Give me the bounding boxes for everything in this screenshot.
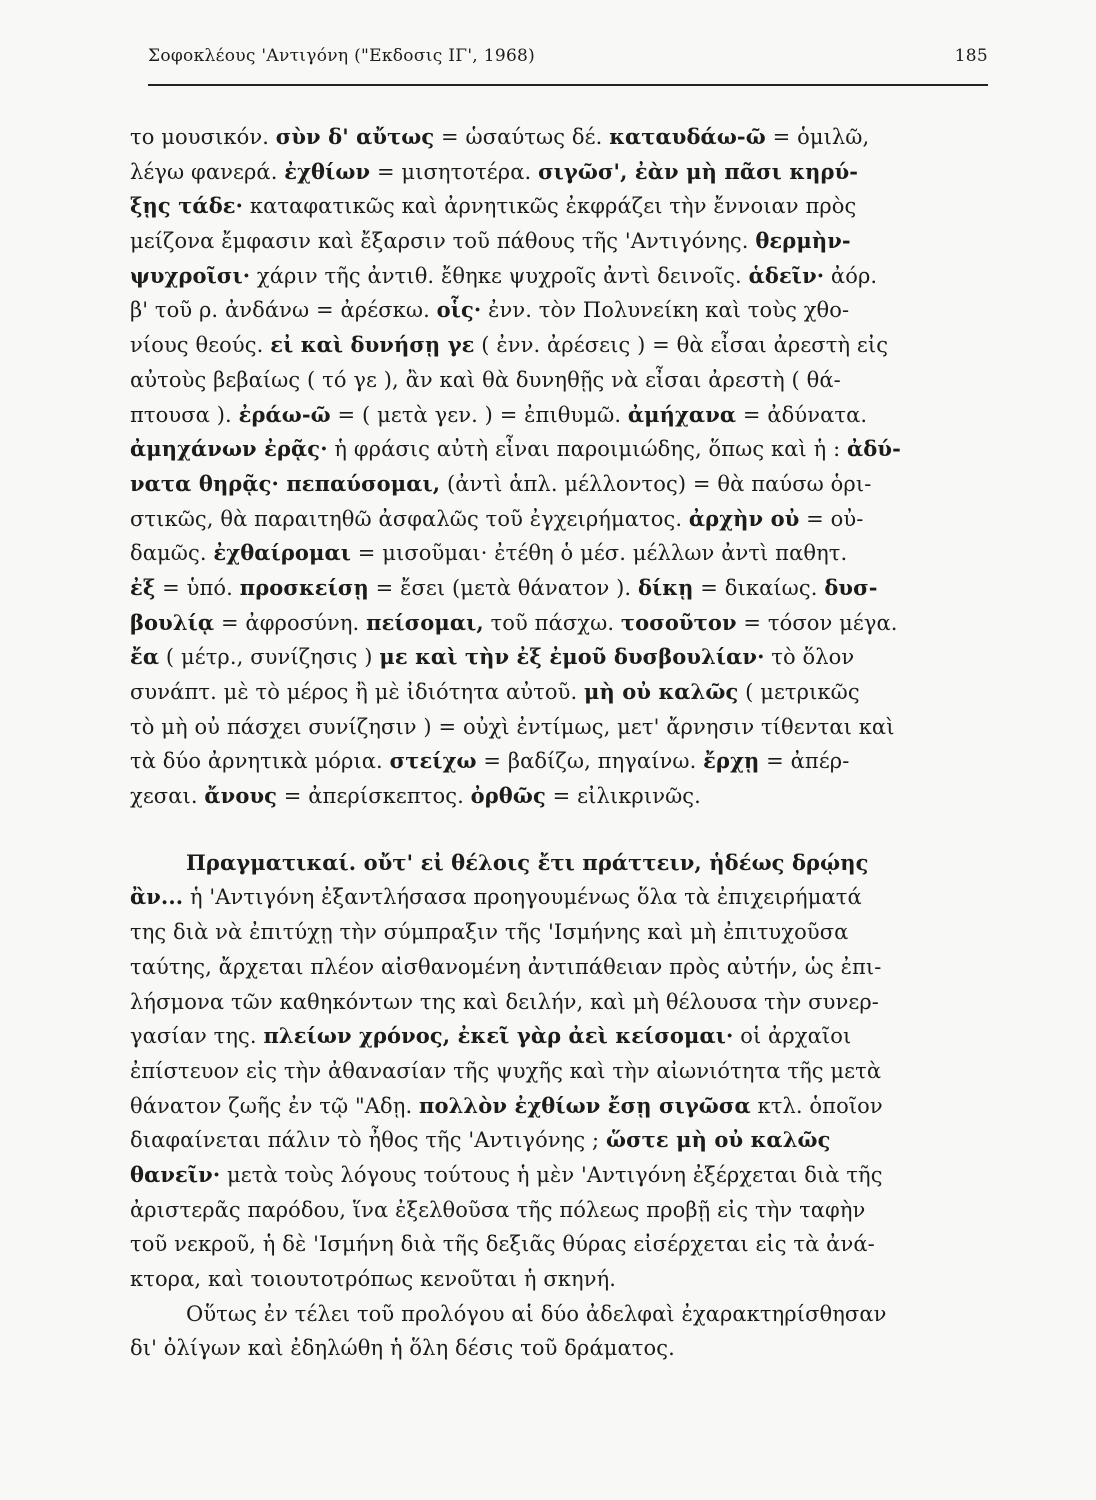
- glossary-line: [130, 779, 992, 814]
- commentary-line: [130, 915, 992, 950]
- commentary-line: [130, 1297, 992, 1332]
- text-run: οἱ ἀρχαῖοι: [733, 1024, 852, 1049]
- commentary-line: [130, 1331, 992, 1366]
- bold-term: θερμὴν-: [755, 228, 851, 254]
- text-run: ταύτης, ἄρχεται πλέον αἰσθανομένη ἀντιπάθειαν πρὸς αὐτήν, ὡς ἐπι-: [130, 954, 882, 979]
- section-gap: [130, 814, 992, 846]
- bold-term: σιγῶσ', ἐὰν μὴ πᾶσι κηρύ-: [538, 158, 859, 184]
- bold-term: θανεῖν·: [130, 1161, 221, 1187]
- commentary-line: [130, 950, 992, 985]
- glossary-line: [130, 189, 992, 224]
- text-run: λήσμονα τῶν καθηκόντων της καὶ δειλήν, καὶ μὴ θέλουσα τὴν συνερ-: [130, 989, 879, 1014]
- bold-term: τοσοῦτον: [620, 609, 737, 635]
- text-run: τοῦ πάσχω.: [483, 610, 621, 635]
- bold-term: ὀρθῶς: [470, 783, 546, 809]
- glossary-line: [130, 640, 992, 675]
- page-number: 185: [954, 46, 988, 66]
- commentary-line: [130, 1123, 992, 1158]
- text-run: μείζονα ἔμφασιν καὶ ἔξαρσιν τοῦ πάθους τῆς 'Αντιγόνης.: [130, 229, 756, 254]
- bold-term: ἔρχῃ: [703, 748, 760, 774]
- glossary-line: [130, 536, 992, 571]
- text-run: ἀριστερᾶς παρόδου, ἵνα ἐξελθοῦσα τῆς πόλεως προβῇ εἰς τὴν ταφὴν: [130, 1197, 866, 1222]
- text-run: χάριν τῆς ἀντιθ. ἔθηκε ψυχροῖς ἀντὶ δεινοῖς.: [250, 263, 749, 288]
- bold-term: δίκῃ: [637, 574, 694, 600]
- text-run: δαμῶς.: [130, 541, 214, 566]
- glossary-line: [130, 259, 992, 294]
- text-run: δι' ὀλίγων καὶ ἐδηλώθη ἡ ὅλη δέσις τοῦ δράματος.: [130, 1336, 675, 1361]
- text-run: το μουσικόν.: [130, 125, 276, 149]
- glossary-line: [130, 502, 992, 537]
- glossary-line: [130, 155, 992, 190]
- bold-term: ἔα: [130, 644, 160, 670]
- bold-term: οἷς·: [436, 297, 482, 323]
- bold-term: ἀδύ-: [847, 436, 901, 462]
- bold-term: δυσ-: [824, 574, 878, 600]
- text-run: = ἔσει (μετὰ θάνατον ).: [368, 575, 638, 600]
- commentary-line: [130, 1054, 992, 1089]
- bold-term: ἁδεῖν·: [748, 262, 825, 288]
- text-run: ἀόρ.: [824, 263, 878, 288]
- bold-term: μὴ οὐ καλῶς: [584, 679, 739, 704]
- text-run: θάνατον ζωῆς ἐν τῷ "Αδῃ.: [130, 1093, 420, 1118]
- commentary-line: [130, 1262, 992, 1297]
- glossary-line: [130, 467, 992, 502]
- text-run: = ὁμιλῶ,: [765, 125, 870, 149]
- text-run: = ὡσαύτως δέ.: [434, 125, 610, 149]
- text-run: = ἀφροσύνη.: [214, 610, 367, 635]
- glossary-line: [130, 120, 992, 155]
- text-run: ( μέτρ., συνίζησις ): [159, 645, 380, 670]
- page-body: [130, 120, 992, 1366]
- text-run: ἡ 'Αντιγόνη ἐξαντλήσασα προηγουμένως ὅλα τὰ ἐπιχειρήματά: [183, 885, 862, 910]
- bold-term: ἀρχὴν οὐ: [688, 505, 800, 531]
- bold-term: πλείων χρόνος, ἐκεῖ γὰρ ἀεὶ κείσομαι·: [263, 1023, 734, 1049]
- bold-term: ἐξ: [130, 574, 156, 600]
- text-run: = τόσον μέγα.: [736, 610, 898, 635]
- text-run: λέγω φανερά.: [130, 159, 285, 184]
- bold-term: ἀμηχάνων ἐρᾷς·: [130, 436, 328, 462]
- text-run: καταφατικῶς καὶ ἀρνητικῶς ἐκφράζει τὴν ἔννοιαν πρὸς: [243, 194, 857, 219]
- bold-term: εἰ καὶ δυνήσῃ γε: [270, 332, 475, 358]
- bold-term: ἐράω-ῶ: [238, 401, 331, 427]
- text-run: = βαδίζω, πηγαίνω.: [476, 749, 704, 774]
- text-run: νίους θεούς.: [130, 333, 271, 358]
- header-rule: [148, 84, 988, 86]
- commentary-line: [130, 985, 992, 1020]
- text-run: κτορα, καὶ τοιουτοτρόπως κενοῦται ἡ σκηνή.: [130, 1267, 617, 1291]
- commentary-line: [130, 846, 992, 881]
- text-run: ἐνν. τὸν Πολυνείκη καὶ τοὺς χθο-: [481, 298, 850, 323]
- text-run: = εἰλικρινῶς.: [545, 784, 701, 809]
- commentary-line: [130, 1193, 992, 1228]
- glossary-line: [130, 328, 992, 363]
- text-run: = ἀπερίσκεπτος.: [277, 784, 471, 809]
- text-run: β' τοῦ ρ. ἀνδάνω = ἀρέσκω.: [130, 298, 437, 323]
- bold-term: ψυχροῖσι·: [130, 262, 251, 288]
- bold-term: πείσομαι,: [366, 609, 484, 635]
- text-run: (ἀντὶ ἁπλ. μέλλοντος) = θὰ παύσω ὁρι-: [440, 471, 872, 496]
- text-run: = οὐ-: [799, 506, 864, 531]
- text-run: = ( μετὰ γεν. ) = ἐπιθυμῶ.: [330, 402, 628, 427]
- glossary-line: [130, 293, 992, 328]
- bold-term: καταυδάω-ῶ: [609, 124, 766, 149]
- commentary-line: [130, 1227, 992, 1262]
- glossary-line: [130, 675, 992, 710]
- commentary-line: [130, 880, 992, 915]
- text-run: τὸ ὅλον: [764, 645, 855, 670]
- bold-term: στείχω: [389, 748, 477, 774]
- glossary-line: [130, 363, 992, 398]
- text-run: = δικαίως.: [693, 575, 825, 600]
- bold-term: ὥστε μὴ οὐ καλῶς: [605, 1127, 831, 1153]
- glossary-line: [130, 744, 992, 779]
- text-run: Οὕτως ἐν τέλει τοῦ προλόγου αἱ δύο ἀδελφαὶ ἐχαρακτηρίσθησαν: [186, 1301, 887, 1326]
- text-run: τὸ μὴ οὐ πάσχει συνίζησιν ) = οὐχὶ ἐντίμως, μετ' ἄρνησιν τίθενται καὶ: [130, 714, 895, 739]
- text-run: ἡ φράσις αὐτὴ εἶναι παροιμιώδης, ὅπως καὶ ἡ :: [327, 437, 848, 462]
- bold-term: πολλὸν ἐχθίων ἔσῃ σιγῶσα: [419, 1092, 751, 1118]
- commentary-line: [130, 1019, 992, 1054]
- bold-term: βουλίᾳ: [130, 609, 215, 635]
- text-run: συνάπτ. μὲ τὸ μέρος ἢ μὲ ἰδιότητα αὐτοῦ.: [130, 680, 584, 704]
- text-run: κτλ. ὁποῖον: [750, 1093, 883, 1118]
- text-run: ( ἐνν. ἀρέσεις ) = θὰ εἶσαι ἀρεστὴ εἰς: [474, 333, 889, 358]
- bold-term: ἐχθαίρομαι: [213, 540, 351, 566]
- bold-term: ἄνους: [204, 783, 278, 809]
- bold-term: Πραγματικαί. οὔτ' εἰ θέλοις ἔτι πράττειν, ἡδέως δρῴης: [186, 849, 869, 875]
- bold-term: προσκείσῃ: [239, 574, 369, 600]
- bold-term: σὺν δ' αὔτως: [275, 124, 435, 149]
- text-run: στικῶς, θὰ παραιτηθῶ ἀσφαλῶς τοῦ ἐγχειρήματος.: [130, 506, 689, 531]
- text-run: χεσαι.: [130, 784, 205, 809]
- text-run: ( μετρικῶς: [738, 680, 860, 704]
- text-run: πτουσα ).: [130, 402, 239, 427]
- bold-term: ἂν...: [130, 884, 184, 910]
- text-run: διαφαίνεται πάλιν τὸ ἦθος τῆς 'Αντιγόνης ;: [130, 1128, 606, 1153]
- text-run: = ἀπέρ-: [759, 749, 850, 774]
- glossary-line: [130, 224, 992, 259]
- text-run: = ὑπό.: [155, 575, 240, 600]
- glossary-section: [130, 120, 992, 814]
- text-run: τὰ δύο ἀρνητικὰ μόρια.: [130, 749, 390, 774]
- commentary-section: [130, 846, 992, 1366]
- bold-term: νατα θηρᾷς· πεπαύσομαι,: [130, 470, 441, 496]
- bold-term: ἐχθίων: [284, 158, 371, 184]
- glossary-line: [130, 432, 992, 467]
- glossary-line: [130, 606, 992, 641]
- text-run: αὐτοὺς βεβαίως ( τό γε ), ἂν καὶ θὰ δυνηθῇς νὰ εἶσαι ἀρεστὴ ( θά-: [130, 367, 841, 392]
- text-run: γασίαν της.: [130, 1024, 264, 1049]
- glossary-line: [130, 398, 992, 433]
- running-title: Σοφοκλέους 'Αντιγόνη ("Εκδοσις ΙΓ', 1968): [148, 46, 536, 66]
- glossary-line: [130, 710, 992, 745]
- bold-term: ξῃς τάδε·: [130, 193, 244, 219]
- text-run: = μισοῦμαι· ἐτέθη ὁ μέσ. μέλλων ἀντὶ παθητ.: [351, 541, 848, 566]
- bold-term: ἀμήχανα: [627, 401, 737, 427]
- commentary-line: [130, 1089, 992, 1124]
- commentary-line: [130, 1158, 992, 1193]
- text-run: τοῦ νεκροῦ, ἡ δὲ 'Ισμήνη διὰ τῆς δεξιᾶς θύρας εἰσέρχεται εἰς τὰ ἀνά-: [130, 1232, 875, 1257]
- text-run: = μισητοτέρα.: [370, 159, 539, 184]
- text-run: ἐπίστευον εἰς τὴν ἀθανασίαν τῆς ψυχῆς καὶ τὴν αἰωνιότητα τῆς μετὰ: [130, 1058, 882, 1083]
- text-run: μετὰ τοὺς λόγους τούτους ἡ μὲν 'Αντιγόνη ἐξέρχεται διὰ τῆς: [220, 1162, 883, 1187]
- glossary-line: [130, 571, 992, 606]
- bold-term: με καὶ τὴν ἐξ ἐμοῦ δυσβουλίαν·: [379, 644, 765, 670]
- text-run: = ἀδύνατα.: [736, 402, 868, 427]
- text-run: της διὰ νὰ ἐπιτύχῃ τὴν σύμπραξιν τῆς 'Ισμήνης καὶ μὴ ἐπιτυχοῦσα: [130, 920, 849, 945]
